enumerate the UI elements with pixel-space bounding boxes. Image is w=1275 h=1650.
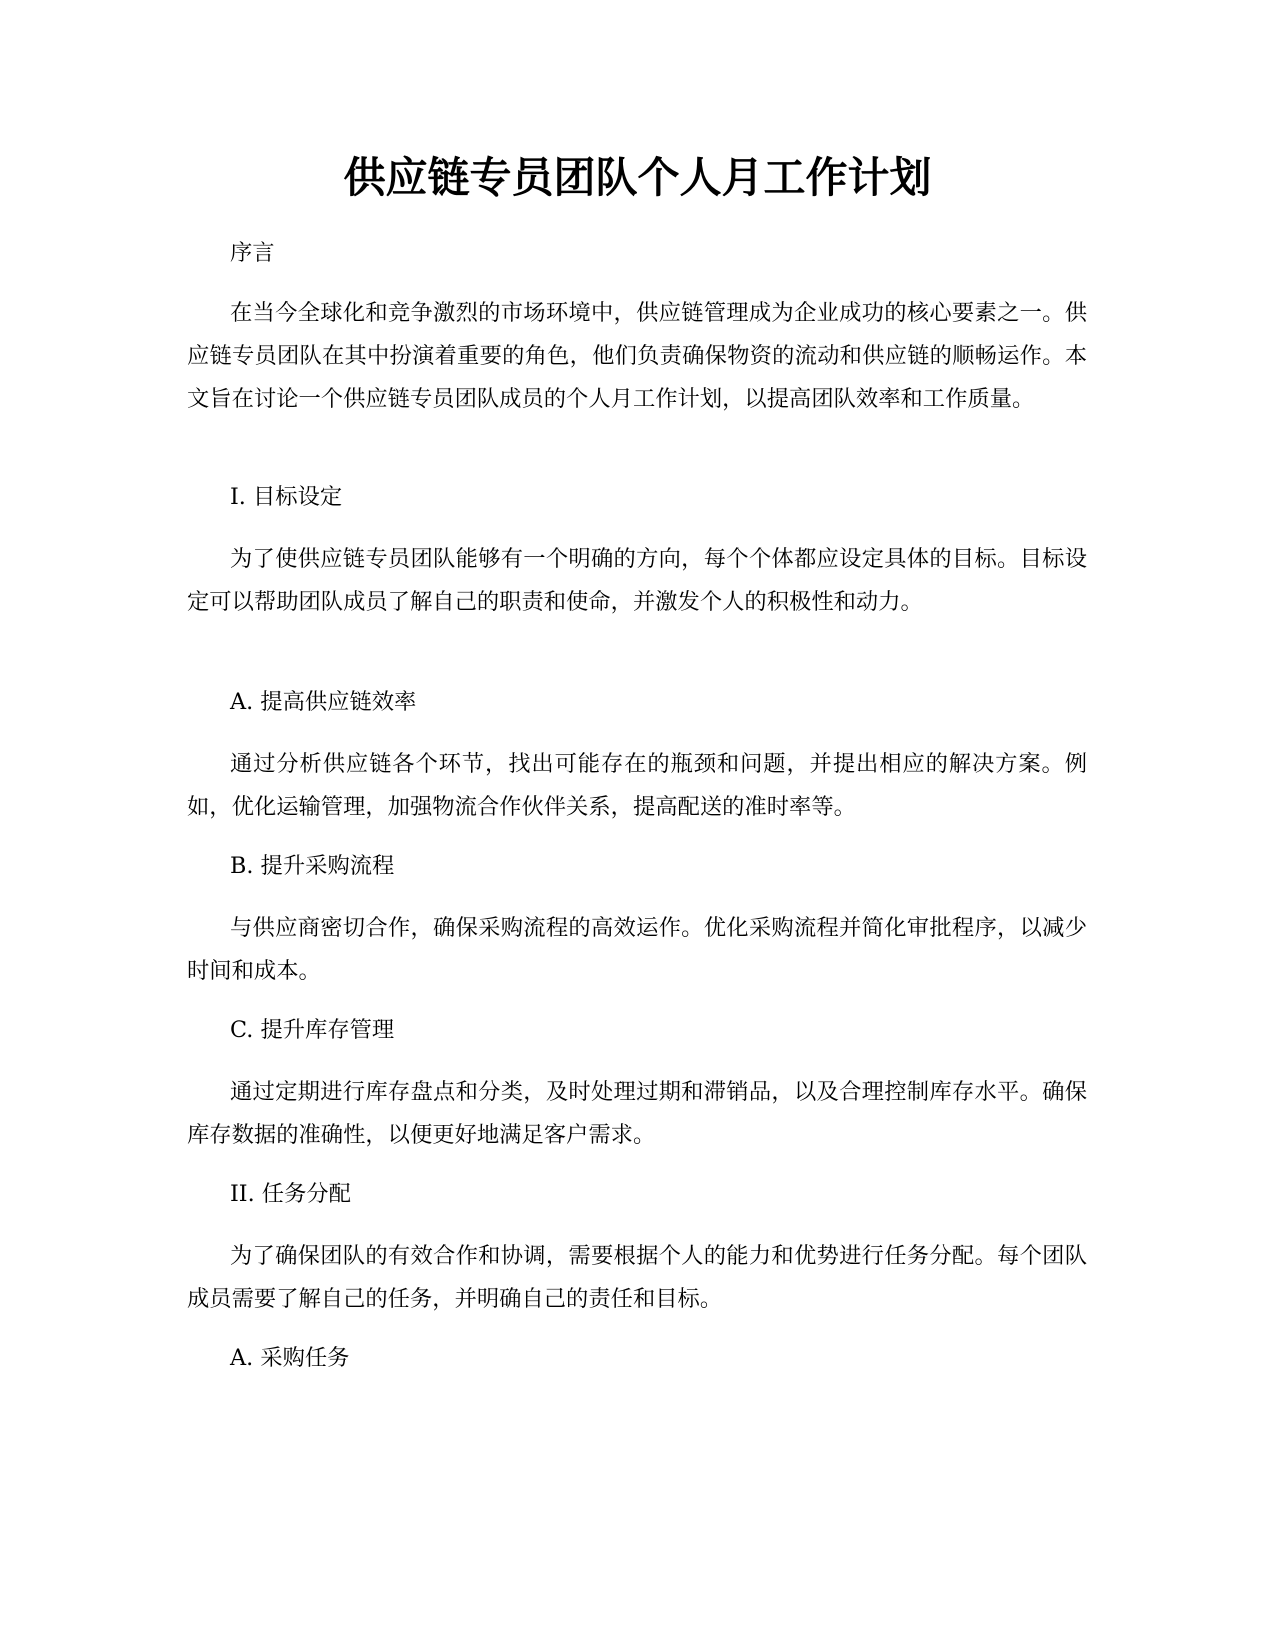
subheading-efficiency: A. 提高供应链效率 (230, 689, 417, 715)
preface-paragraph: 在当今全球化和竞争激烈的市场环境中，供应链管理成为企业成功的核心要素之一。供应链专员团队在其中扮演着重要的角色，他们负责确保物资的流动和供应链的顺畅运作。本文旨在讨论一个供应链专员团队成员的个人月工作计划，以提高团队效率和工作质量。 (187, 300, 1087, 412)
subheading-procurement-tasks: A. 采购任务 (230, 1345, 350, 1371)
section-heading-tasks: II. 任务分配 (230, 1181, 351, 1207)
efficiency-paragraph: 通过分析供应链各个环节，找出可能存在的瓶颈和问题，并提出相应的解决方案。例如，优化运输管理，加强物流合作伙伴关系，提高配送的准时率等。 (187, 751, 1087, 820)
goals-paragraph: 为了使供应链专员团队能够有一个明确的方向，每个个体都应设定具体的目标。目标设定可以帮助团队成员了解自己的职责和使命，并激发个人的积极性和动力。 (187, 546, 1087, 615)
section-heading-goals: I. 目标设定 (230, 484, 343, 510)
document-title: 供应链专员团队个人月工作计划 (343, 153, 932, 202)
procurement-paragraph: 与供应商密切合作，确保采购流程的高效运作。优化采购流程并简化审批程序，以减少时间和成本。 (187, 915, 1087, 984)
subheading-inventory: C. 提升库存管理 (230, 1017, 395, 1043)
subheading-procurement: B. 提升采购流程 (230, 853, 395, 879)
tasks-paragraph: 为了确保团队的有效合作和协调，需要根据个人的能力和优势进行任务分配。每个团队成员需要了解自己的任务，并明确自己的责任和目标。 (187, 1243, 1087, 1312)
preface-heading: 序言 (230, 240, 275, 266)
inventory-paragraph: 通过定期进行库存盘点和分类，及时处理过期和滞销品，以及合理控制库存水平。确保库存数据的准确性，以便更好地满足客户需求。 (187, 1079, 1087, 1148)
